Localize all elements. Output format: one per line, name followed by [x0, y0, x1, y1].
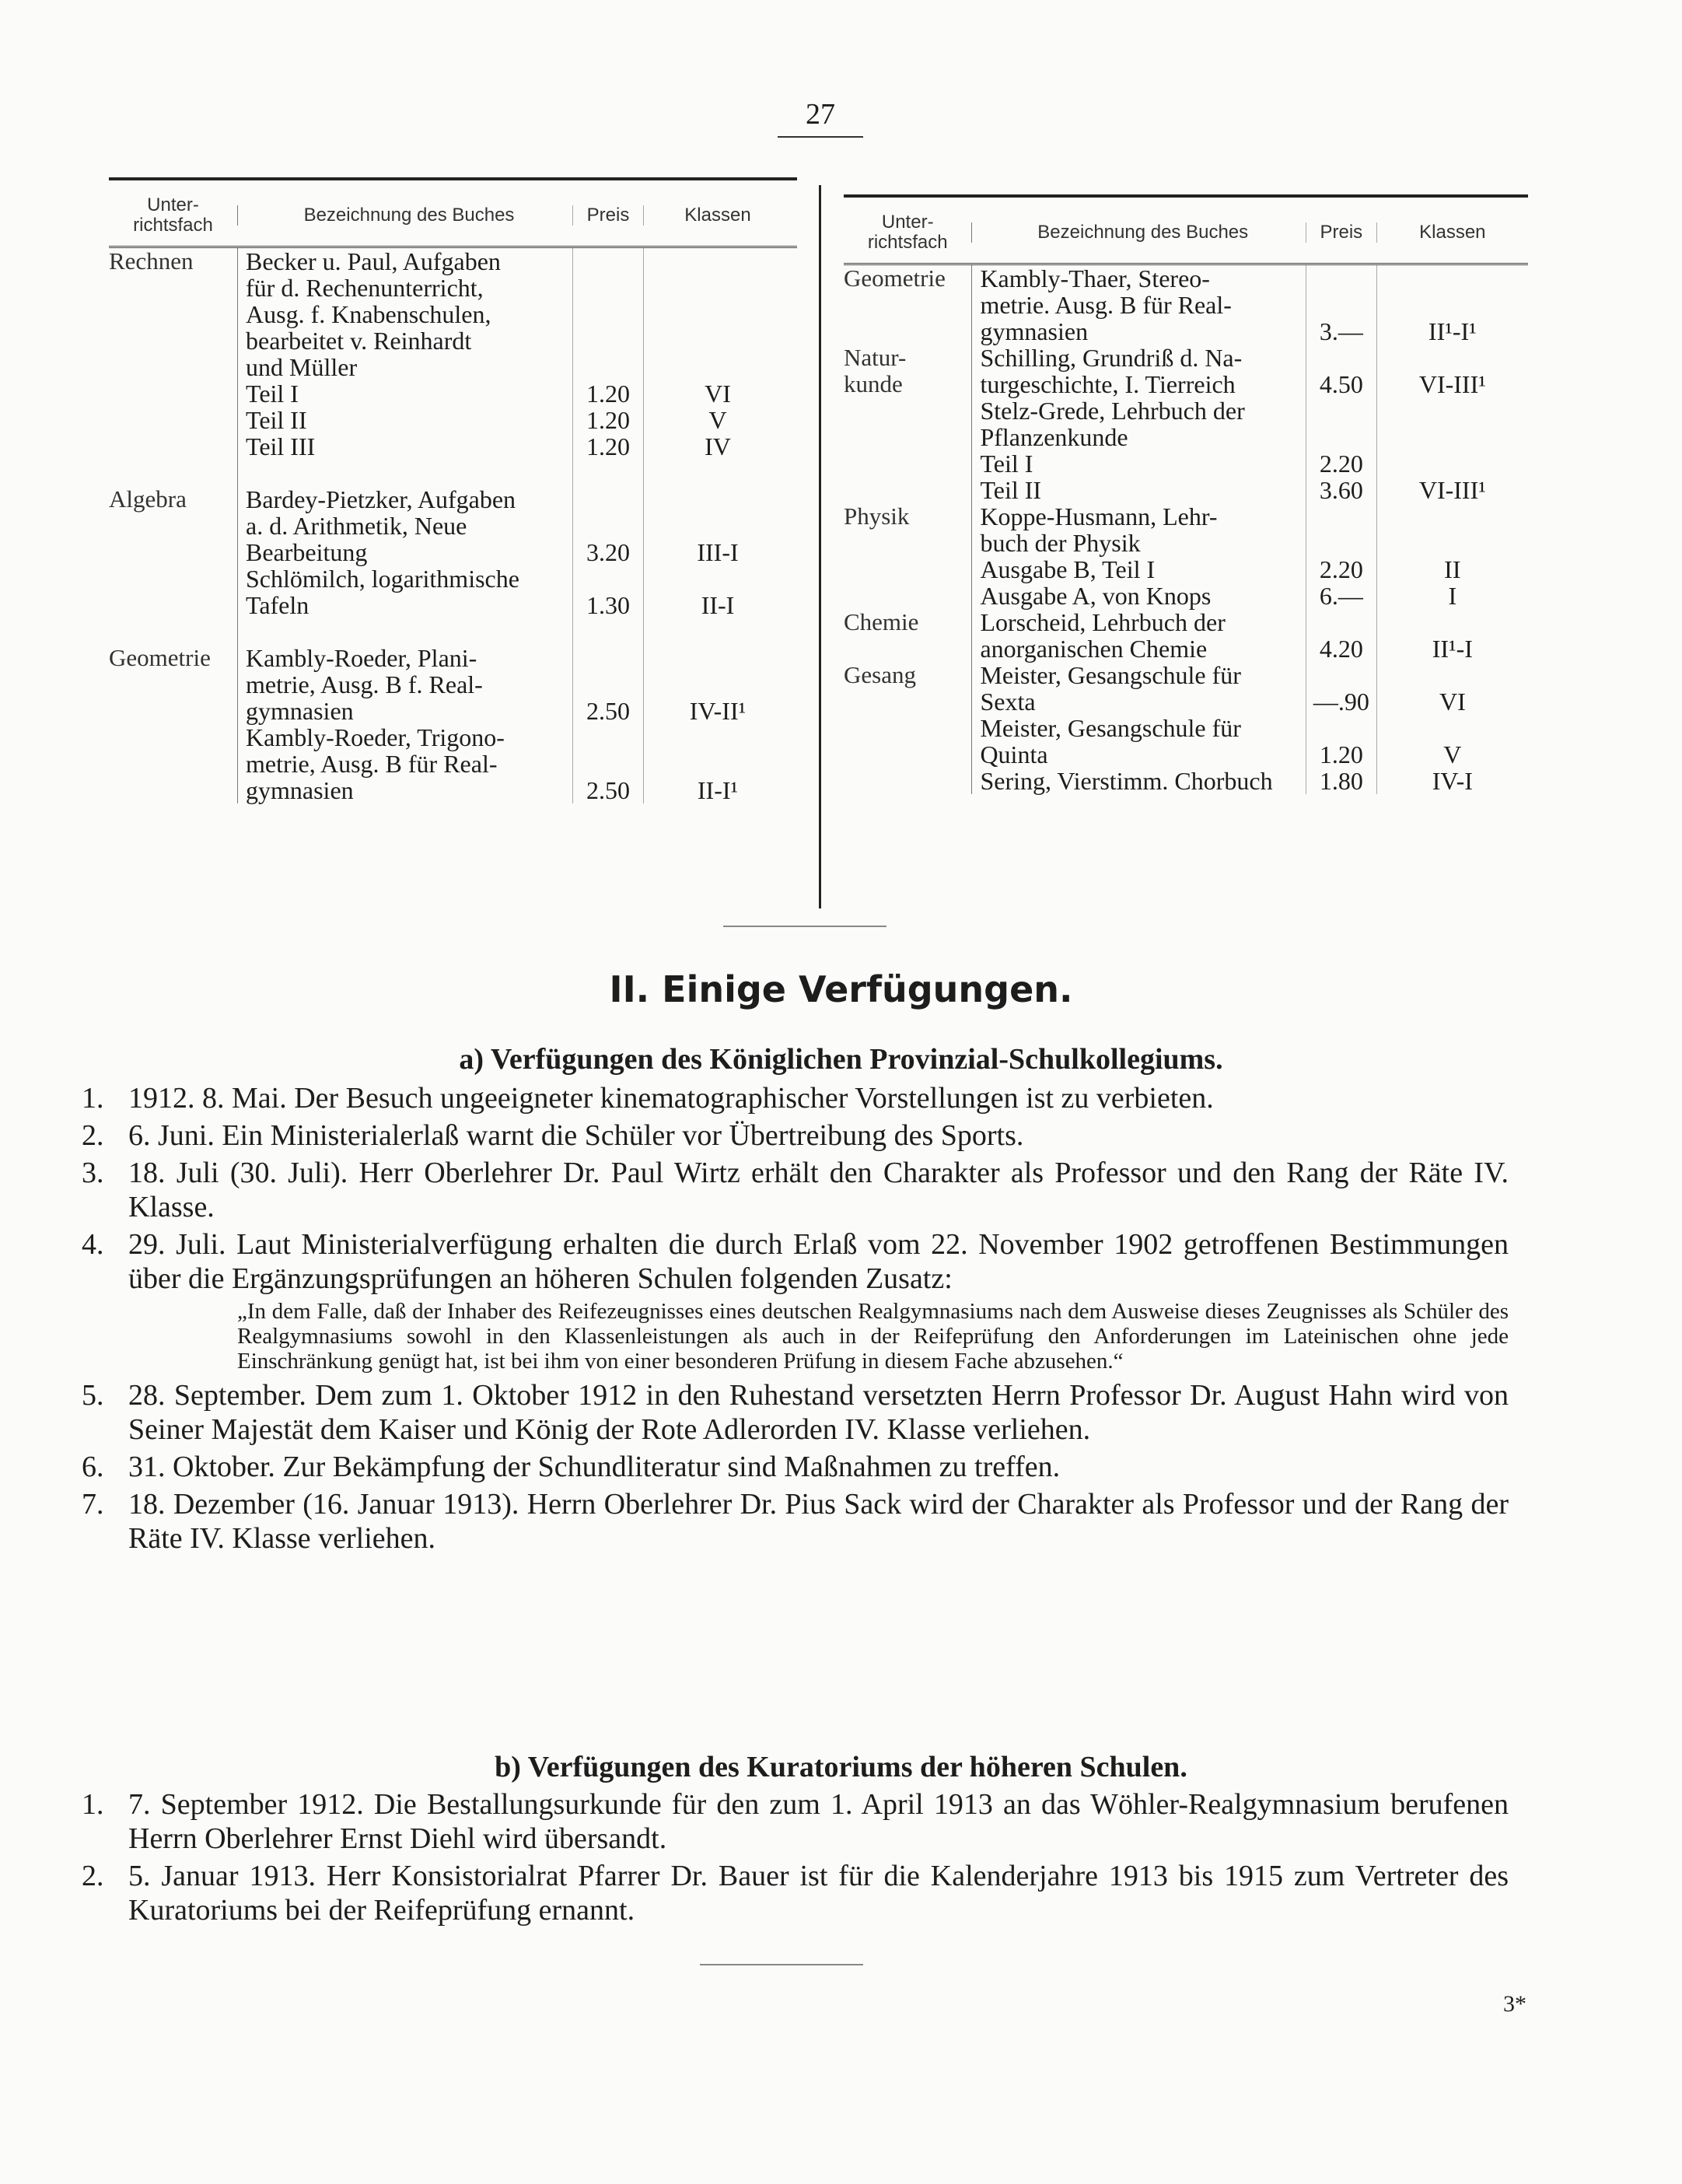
title-cell: Quinta [971, 741, 1306, 768]
table-header [844, 202, 1528, 265]
classes-cell [643, 513, 792, 539]
title-cell: Ausgabe A, von Knops [971, 583, 1306, 609]
title-cell: Stelz-Grede, Lehrbuch der [971, 397, 1306, 424]
table-row [109, 645, 797, 671]
price-cell: 1.30 [572, 592, 643, 618]
title-cell: Koppe-Husmann, Lehr- [971, 503, 1306, 530]
classes-cell [643, 354, 792, 380]
list-item [82, 1450, 1509, 1484]
item-number: 1. [82, 1788, 104, 1821]
title-cell: bearbeitet v. Reinhardt [237, 327, 572, 354]
title-cell: metrie, Ausg. B f. Real- [237, 671, 572, 698]
price-cell: —.90 [1306, 688, 1376, 715]
classes-cell [1376, 530, 1528, 556]
subject-cell: Natur- [844, 344, 907, 371]
item-text: 28. September. Dem zum 1. Oktober 1912 in den Ruhestand versetzten Herrn Professor Dr. August Hahn wird von Seiner Majestät dem Kaiser und König der Rote Adlerorden IV. Klasse verliehen. [128, 1379, 1509, 1446]
price-cell [572, 671, 643, 698]
classes-cell [1376, 397, 1528, 424]
classes-cell: VI-III¹ [1376, 477, 1528, 503]
price-cell: 4.50 [1306, 371, 1376, 397]
item-text: 18. Dezember (16. Januar 1913). Herrn Oberlehrer Dr. Pius Sack wird der Charakter als Professor und der Rang der Räte IV. Klasse verliehen. [128, 1488, 1509, 1555]
subject-cell [844, 688, 971, 715]
classes-cell: VI-III¹ [1376, 371, 1528, 397]
list-item [82, 1859, 1509, 1927]
ordinances-a-list [82, 1081, 1509, 1559]
table-top-rule [109, 177, 797, 180]
item-number: 6. [82, 1451, 104, 1483]
table-row [109, 460, 797, 486]
subject-cell: Gesang [844, 661, 916, 688]
table-row [109, 513, 797, 539]
classes-cell: IV-I [1376, 768, 1528, 794]
classes-cell: VI [643, 380, 792, 407]
table-row [844, 768, 1528, 794]
item-number: 2. [82, 1119, 104, 1152]
subject-cell: Chemie [844, 608, 919, 635]
title-cell: Kambly-Roeder, Trigono- [237, 724, 572, 751]
classes-cell: VI [1376, 688, 1528, 715]
subject-cell [109, 539, 237, 565]
price-cell [572, 301, 643, 327]
classes-cell [643, 671, 792, 698]
title-cell: Teil II [237, 407, 572, 433]
header-classes: Klassen [643, 205, 792, 226]
header-price: Preis [572, 205, 643, 226]
subject-cell [109, 698, 237, 724]
subject-cell [109, 724, 237, 751]
title-cell: Kambly-Thaer, Stereo- [971, 265, 1306, 292]
title-cell: gymnasien [237, 698, 572, 724]
subject-cell [109, 565, 237, 592]
item-text: 1912. 8. Mai. Der Besuch ungeeigneter kinematographischer Vorstellungen ist zu verbieten. [128, 1082, 1214, 1115]
table-row [844, 292, 1528, 318]
list-item [82, 1156, 1509, 1224]
subject-cell: Rechnen [109, 247, 194, 275]
classes-cell: I [1376, 583, 1528, 609]
item-text: 29. Juli. Laut Ministerialverfügung erhalten die durch Erlaß vom 22. November 1902 getroffenen Bestimmungen über die Ergänzungsprüfungen an höheren Schulen folgenden Zusatz: [128, 1228, 1509, 1295]
classes-cell [643, 301, 792, 327]
classes-cell: II¹-I¹ [1376, 318, 1528, 345]
table-row [109, 354, 797, 380]
price-cell [1306, 292, 1376, 318]
price-cell [572, 751, 643, 777]
title-cell: Lorscheid, Lehrbuch der [971, 609, 1306, 635]
header-subject: Unter-richtsfach [867, 212, 948, 253]
price-cell: 3.20 [572, 539, 643, 565]
table-row [109, 486, 797, 513]
item-number: 1. [82, 1082, 104, 1115]
table-row [109, 407, 797, 433]
title-cell: Schlömilch, logarithmische [237, 565, 572, 592]
price-cell [572, 486, 643, 513]
subject-cell [109, 618, 237, 645]
title-cell: und Müller [237, 354, 572, 380]
subject-cell [844, 477, 971, 503]
title-cell: buch der Physik [971, 530, 1306, 556]
subject-cell [109, 513, 237, 539]
classes-cell: II-I [643, 592, 792, 618]
list-item [82, 1487, 1509, 1556]
table-row [844, 715, 1528, 741]
table-top-rule [844, 194, 1528, 198]
table-row [109, 698, 797, 724]
title-cell: Ausg. f. Knabenschulen, [237, 301, 572, 327]
classes-cell [1376, 662, 1528, 688]
quoted-addendum: „In dem Falle, daß der Inhaber des Reifezeugnisses eines deutschen Realgymnasiums nach dem Ausweise dieses Zeugnisses als Schüler des Realgymnasiums sowohl in den Klassenleistungen als auch in der Reifeprüfung den Anforderungen im Lateinischen ohne jede Einschränkung genügt hat, ist bei ihm von einer besonderen Prüfung in diesem Fache abzusehen.“ [237, 1299, 1509, 1374]
price-cell [572, 327, 643, 354]
page-number: 27 [778, 97, 863, 138]
table-row [844, 424, 1528, 450]
section-title: II. Einige Verfügungen. [609, 968, 1073, 1010]
subject-cell [109, 275, 237, 301]
subsection-b-title: b) Verfügungen des Kuratoriums der höheren Schulen. [495, 1751, 1187, 1783]
title-cell: a. d. Arithmetik, Neue [237, 513, 572, 539]
table-row [844, 450, 1528, 477]
title-cell: anorganischen Chemie [971, 635, 1306, 662]
table-row [109, 751, 797, 777]
title-cell [237, 460, 572, 486]
item-number: 2. [82, 1860, 104, 1892]
table-body-left [109, 248, 797, 803]
price-cell [1306, 662, 1376, 688]
list-item [82, 1787, 1509, 1856]
table-row [109, 327, 797, 354]
table-body-right [844, 265, 1528, 794]
item-number: 3. [82, 1157, 104, 1189]
price-cell [1306, 345, 1376, 371]
title-cell: Kambly-Roeder, Plani- [237, 645, 572, 671]
end-divider [700, 1964, 863, 1965]
table-row [844, 345, 1528, 371]
list-item [82, 1378, 1509, 1447]
header-subject: Unter-richtsfach [133, 194, 213, 236]
list-item [82, 1081, 1509, 1115]
price-cell [572, 275, 643, 301]
table-row [844, 503, 1528, 530]
subject-cell [109, 592, 237, 618]
classes-cell: III-I [643, 539, 792, 565]
price-cell [1306, 609, 1376, 635]
table-row [109, 618, 797, 645]
price-cell: 2.50 [572, 777, 643, 803]
price-cell: 6.— [1306, 583, 1376, 609]
classes-cell [643, 275, 792, 301]
list-item [82, 1227, 1509, 1296]
table-row [109, 539, 797, 565]
title-cell: Sering, Vierstimm. Chorbuch [971, 768, 1306, 794]
book-table-left [109, 177, 797, 803]
table-row [109, 565, 797, 592]
subject-cell [109, 354, 237, 380]
title-cell: turgeschichte, I. Tierreich [971, 371, 1306, 397]
price-cell [572, 460, 643, 486]
price-cell [572, 724, 643, 751]
classes-cell [1376, 609, 1528, 635]
subject-cell [109, 751, 237, 777]
table-row [844, 583, 1528, 609]
subject-cell [844, 715, 971, 741]
book-table-right [844, 194, 1528, 794]
title-cell: Teil I [971, 450, 1306, 477]
title-cell: Schilling, Grundriß d. Na- [971, 345, 1306, 371]
subject-cell [109, 433, 237, 460]
title-cell: metrie. Ausg. B für Real- [971, 292, 1306, 318]
subject-cell [844, 397, 971, 424]
signature-mark: 3* [1503, 1991, 1526, 2017]
title-cell: metrie, Ausg. B für Real- [237, 751, 572, 777]
title-cell: Tafeln [237, 592, 572, 618]
item-number: 7. [82, 1488, 104, 1521]
classes-cell: V [643, 407, 792, 433]
table-row [844, 556, 1528, 583]
table-row [109, 592, 797, 618]
classes-cell [643, 645, 792, 671]
price-cell: 1.20 [572, 407, 643, 433]
table-row [844, 662, 1528, 688]
price-cell [572, 618, 643, 645]
title-cell: Teil I [237, 380, 572, 407]
classes-cell [643, 460, 792, 486]
price-cell: 3.60 [1306, 477, 1376, 503]
header-title: Bezeichnung des Buches [237, 205, 572, 226]
section-divider [723, 926, 886, 927]
classes-cell [643, 486, 792, 513]
price-cell: 3.— [1306, 318, 1376, 345]
price-cell [1306, 715, 1376, 741]
subject-cell: Physik [844, 502, 910, 530]
column-separator [819, 185, 821, 908]
title-cell: Sexta [971, 688, 1306, 715]
title-cell: Pflanzenkunde [971, 424, 1306, 450]
title-cell [237, 618, 572, 645]
subject-cell [844, 424, 971, 450]
classes-cell [1376, 450, 1528, 477]
price-cell: 1.20 [572, 380, 643, 407]
subject-cell [109, 380, 237, 407]
subject-cell [844, 292, 971, 318]
classes-cell [643, 751, 792, 777]
subject-cell [844, 530, 971, 556]
header-title: Bezeichnung des Buches [971, 222, 1306, 243]
price-cell [572, 354, 643, 380]
ordinances-b-list [82, 1787, 1509, 1930]
classes-cell [1376, 345, 1528, 371]
classes-cell [1376, 424, 1528, 450]
subject-cell [109, 327, 237, 354]
title-cell: Bearbeitung [237, 539, 572, 565]
item-number: 5. [82, 1379, 104, 1412]
subject-cell: Algebra [109, 485, 187, 513]
price-cell [572, 645, 643, 671]
title-cell: für d. Rechenunterricht, [237, 275, 572, 301]
table-row [844, 741, 1528, 768]
subject-cell [844, 768, 971, 794]
table-row [109, 275, 797, 301]
table-row [844, 318, 1528, 345]
classes-cell [1376, 503, 1528, 530]
title-cell: Meister, Gesangschule für [971, 715, 1306, 741]
classes-cell [643, 565, 792, 592]
title-cell: gymnasien [971, 318, 1306, 345]
table-row [109, 777, 797, 803]
price-cell [572, 248, 643, 275]
subject-cell [109, 301, 237, 327]
title-cell: Becker u. Paul, Aufgaben [237, 248, 572, 275]
price-cell [1306, 530, 1376, 556]
subsection-a-title: a) Verfügungen des Königlichen Provinzial-Schulkollegiums. [459, 1043, 1223, 1076]
classes-cell: V [1376, 741, 1528, 768]
price-cell [572, 565, 643, 592]
price-cell: 2.50 [572, 698, 643, 724]
price-cell: 2.20 [1306, 450, 1376, 477]
title-cell: Bardey-Pietzker, Aufgaben [237, 486, 572, 513]
price-cell [1306, 503, 1376, 530]
subject-cell: Geometrie [844, 264, 946, 292]
price-cell [1306, 397, 1376, 424]
price-cell [572, 513, 643, 539]
table-row [109, 724, 797, 751]
table-row [844, 371, 1528, 397]
table-header [109, 185, 797, 248]
subject-cell [844, 556, 971, 583]
subject-cell [109, 671, 237, 698]
price-cell: 1.80 [1306, 768, 1376, 794]
table-row [109, 671, 797, 698]
classes-cell [643, 327, 792, 354]
title-cell: Ausgabe B, Teil I [971, 556, 1306, 583]
item-text: 6. Juni. Ein Ministerialerlaß warnt die Schüler vor Übertreibung des Sports. [128, 1119, 1024, 1152]
classes-cell: IV-II¹ [643, 698, 792, 724]
subject-cell [109, 460, 237, 486]
item-text: 18. Juli (30. Juli). Herr Oberlehrer Dr. Paul Wirtz erhält den Charakter als Professor und den Rang der Räte IV. Klasse. [128, 1157, 1509, 1223]
price-cell: 4.20 [1306, 635, 1376, 662]
table-row [844, 635, 1528, 662]
header-price: Preis [1306, 222, 1376, 243]
subject-cell [844, 741, 971, 768]
subject-cell: kunde [844, 370, 903, 397]
classes-cell: II [1376, 556, 1528, 583]
table-row [844, 265, 1528, 292]
subject-cell [844, 450, 971, 477]
price-cell: 2.20 [1306, 556, 1376, 583]
header-classes: Klassen [1376, 222, 1528, 243]
title-cell: gymnasien [237, 777, 572, 803]
classes-cell: IV [643, 433, 792, 460]
price-cell: 1.20 [572, 433, 643, 460]
classes-cell [1376, 292, 1528, 318]
subject-cell [109, 777, 237, 803]
subject-cell [844, 583, 971, 609]
classes-cell [1376, 715, 1528, 741]
item-text: 5. Januar 1913. Herr Konsistorialrat Pfarrer Dr. Bauer ist für die Kalenderjahre 1913 bis 1915 zum Vertreter des Kuratoriums bei der Reifeprüfung ernannt. [128, 1860, 1509, 1927]
price-cell: 1.20 [1306, 741, 1376, 768]
subject-cell [109, 407, 237, 433]
table-row [844, 397, 1528, 424]
classes-cell [643, 724, 792, 751]
table-row [109, 301, 797, 327]
subject-cell [844, 635, 971, 662]
table-row [844, 688, 1528, 715]
title-cell: Teil II [971, 477, 1306, 503]
item-text: 7. September 1912. Die Bestallungsurkunde für den zum 1. April 1913 an das Wöhler-Realgymnasium berufenen Herrn Oberlehrer Ernst Diehl wird übersandt. [128, 1788, 1509, 1855]
subject-cell: Geometrie [109, 644, 211, 671]
table-row [109, 380, 797, 407]
classes-cell: II¹-I [1376, 635, 1528, 662]
classes-cell: II-I¹ [643, 777, 792, 803]
title-cell: Meister, Gesangschule für [971, 662, 1306, 688]
title-cell: Teil III [237, 433, 572, 460]
classes-cell [1376, 265, 1528, 292]
table-row [844, 609, 1528, 635]
table-row [844, 477, 1528, 503]
price-cell [1306, 265, 1376, 292]
price-cell [1306, 424, 1376, 450]
table-row [109, 433, 797, 460]
item-number: 4. [82, 1228, 104, 1261]
item-text: 31. Oktober. Zur Bekämpfung der Schundliteratur sind Maßnahmen zu treffen. [128, 1451, 1061, 1483]
table-row [109, 248, 797, 275]
table-row [844, 530, 1528, 556]
classes-cell [643, 618, 792, 645]
list-item [82, 1118, 1509, 1153]
classes-cell [643, 248, 792, 275]
subject-cell [844, 318, 971, 345]
